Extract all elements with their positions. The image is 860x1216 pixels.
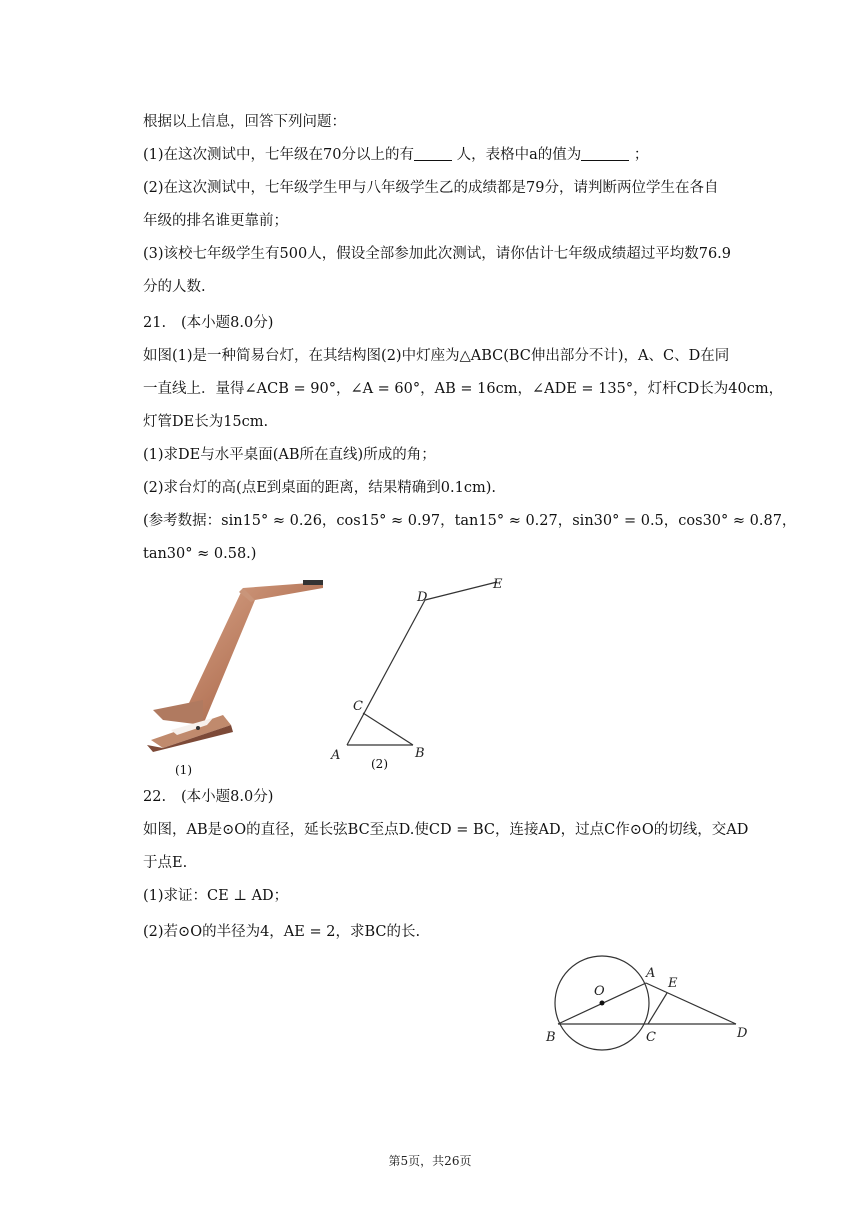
q21-part1: (1)求DE与水平桌面(AB所在直线)所成的角； xyxy=(143,447,436,463)
q22-header xyxy=(143,787,273,807)
label-D: D xyxy=(737,1026,748,1041)
q21-score: (本小题8.0分) xyxy=(181,315,274,331)
lamp-illustration xyxy=(143,580,323,780)
q20-part2-line2: 年级的排名谁更靠前； xyxy=(143,213,288,229)
page-footer: 第5页，共26页 xyxy=(388,1154,472,1168)
lamp-photo xyxy=(143,580,323,780)
q22-score: (本小题8.0分) xyxy=(181,789,274,805)
lamp-structure-diagram xyxy=(325,575,515,775)
label-A: A xyxy=(646,966,656,981)
label-C: C xyxy=(353,699,363,714)
q21-stem-line3: 灯管DE长为15cm. xyxy=(143,414,269,430)
fig1-caption: (1) xyxy=(175,763,192,777)
q20-intro: 根据以上信息，回答下列问题： xyxy=(143,114,346,130)
q21-header xyxy=(143,313,273,333)
segment-DE xyxy=(425,582,497,600)
label-A: A xyxy=(331,748,341,763)
q22-part2: (2)若⊙O的半径为4，AE = 2，求BC的长. xyxy=(143,924,421,940)
q20-part2-line1: (2)在这次测试中，七年级学生甲与八年级学生乙的成绩都是79分，请判断两位学生在各自 xyxy=(143,180,719,196)
segment-CB xyxy=(363,713,413,745)
q22-number: 22. xyxy=(143,789,167,805)
q20-part3-line2: 分的人数. xyxy=(143,279,206,295)
label-O: O xyxy=(594,984,605,999)
q21-stem-line2: 一直线上．量得∠ACB = 90°，∠A = 60°，AB = 16cm，∠ADE = 135°，灯杆CD长为40cm， xyxy=(143,381,784,397)
q21-reference-line2: tan30° ≈ 0.58.) xyxy=(143,546,257,562)
center-point-O xyxy=(600,1001,605,1006)
label-C: C xyxy=(646,1030,656,1045)
q21-stem-line1: 如图(1)是一种简易台灯，在其结构图(2)中灯座为△ABC(BC伸出部分不计)，A、C、D在同 xyxy=(143,348,730,364)
q22-stem-line2: 于点E. xyxy=(143,855,188,871)
circle-tangent-diagram xyxy=(540,955,760,1055)
tangent-CE xyxy=(648,993,667,1024)
q20-part1-text-a: (1)在这次测试中，七年级在70分以上的有 xyxy=(143,147,414,163)
segment-DA xyxy=(347,600,425,745)
q20-part1-text-c: ； xyxy=(633,147,649,163)
q20-part1-text-b: 人，表格中a的值为 xyxy=(456,147,582,163)
segment-AD xyxy=(646,983,736,1024)
q21-number: 21. xyxy=(143,315,167,331)
q21-reference-line1: (参考数据：sin15° ≈ 0.26，cos15° ≈ 0.97，tan15° ≈ 0.27，sin30° = 0.5，cos30° ≈ 0.87， xyxy=(143,513,797,529)
fig2-caption: (2) xyxy=(371,757,388,771)
q20-part1 xyxy=(143,145,648,165)
label-B: B xyxy=(415,746,425,761)
answer-blank-2 xyxy=(581,146,629,161)
label-D: D xyxy=(417,590,428,605)
q21-part2: (2)求台灯的高(点E到桌面的距离，结果精确到0.1cm). xyxy=(143,480,496,496)
answer-blank-1 xyxy=(414,146,452,161)
q20-part3-line1: (3)该校七年级学生有500人，假设全部参加此次测试，请你估计七年级成绩超过平均数76.9 xyxy=(143,246,731,262)
label-E: E xyxy=(668,976,678,991)
label-B: B xyxy=(546,1030,556,1045)
q22-stem-line1: 如图，AB是⊙O的直径，延长弦BC至点D.使CD = BC，连接AD，过点C作⊙O的切线，交AD xyxy=(143,822,749,838)
label-E: E xyxy=(493,577,503,592)
q22-part1: (1)求证：CE ⊥ AD； xyxy=(143,888,289,904)
